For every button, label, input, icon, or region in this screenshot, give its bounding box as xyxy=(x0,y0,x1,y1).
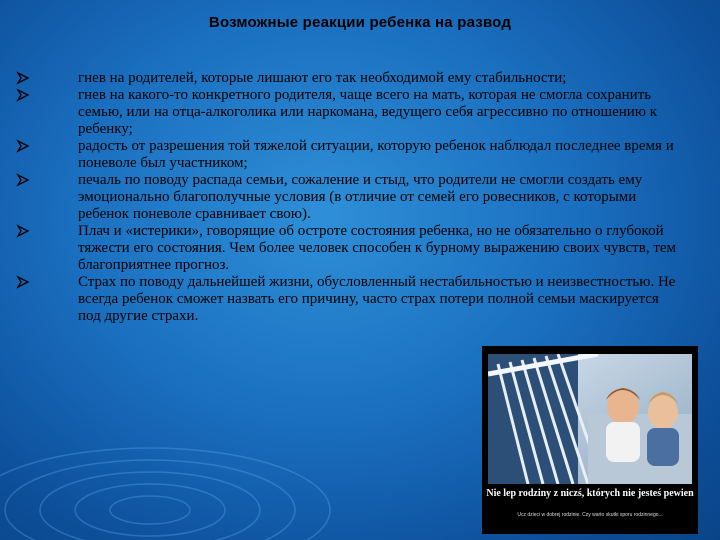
list-item xyxy=(16,223,684,274)
arrow-bullet-icon xyxy=(16,173,30,187)
water-ripples-decoration xyxy=(0,360,360,540)
bullet-text: Плач и «истерики», говорящие об остроте состояния ребенка, но не обязательно о глубокой тяжести его состояния. Чем более человек способен к бурному выражению своих чувств, тем благоприятнее прогноз. xyxy=(78,223,677,273)
bullet-text: Страх по поводу дальнейшей жизни, обусловленный нестабильностью и неизвестностью. Не всегда ребенок сможет назвать его причину, часто страх потери полной семьи маскируется под другие страхи. xyxy=(78,274,676,324)
bullet-text: радость от разрешения той тяжелой ситуации, которую ребенок наблюдал последнее время и поневоле был участником; xyxy=(78,138,674,171)
list-item xyxy=(16,274,684,325)
arrow-bullet-icon xyxy=(16,88,30,102)
photo-caption-subtext: Ucz dzieci w dobrej rodzinie. Czy warto skutki sporu rodzinnego... xyxy=(517,512,663,518)
arrow-bullet-icon xyxy=(16,71,30,85)
arrow-bullet-icon xyxy=(16,275,30,289)
arrow-bullet-icon xyxy=(16,224,30,238)
bullet-text: гнев на родителей, которые лишают его так необходимой ему стабильности; xyxy=(78,70,567,86)
list-item xyxy=(16,70,684,87)
list-item xyxy=(16,172,684,223)
slide-title: Возможные реакции ребенка на развод xyxy=(208,14,512,31)
photo-caption: Nie lep rodziny z niczś, których nie jesteś pewien xyxy=(486,488,694,499)
bullet-list xyxy=(16,70,684,325)
arrow-bullet-icon xyxy=(16,139,30,153)
list-item xyxy=(16,87,684,138)
bullet-text: печаль по поводу распада семьи, сожаление и стыд, что родители не смогли создать ему эмоционально благополучные условия (в отличие от семей его ровесников, с которыми ребенок поневоле сравнивает свою). xyxy=(78,172,643,222)
list-item xyxy=(16,138,684,172)
children-on-stairs-image xyxy=(488,354,692,484)
bullet-text: гнев на какого-то конкретного родителя, чаще всего на мать, которая не смогла сохранить семью, или на отца-алкоголика или наркомана, ведущего себя агрессивно по отношению к ребенку; xyxy=(78,87,658,137)
children-photo xyxy=(482,346,698,534)
